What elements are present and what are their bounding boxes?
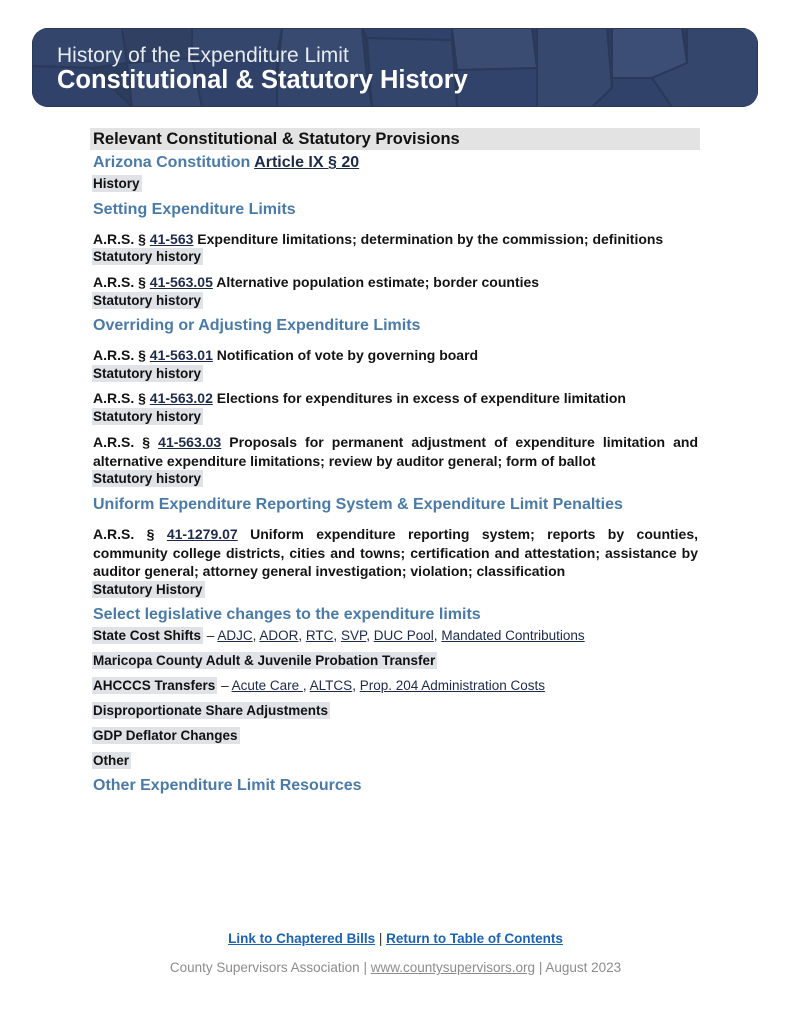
header-banner [32, 28, 758, 107]
statute-link-41-563[interactable]: 41-563 [149, 231, 194, 247]
link-svp[interactable]: SVP [340, 628, 367, 643]
chaptered-bills-link[interactable]: Link to Chaptered Bills [228, 931, 376, 946]
statutory-history-label[interactable]: Statutory history [93, 409, 202, 424]
statute-title: Elections for expenditures in excess of expenditure limitation [216, 390, 626, 406]
group-heading-setting-limits: Setting Expenditure Limits [93, 201, 296, 218]
disproportionate-share-label[interactable]: Disproportionate Share Adjustments [93, 703, 329, 718]
gdp-deflator-label[interactable]: GDP Deflator Changes [93, 728, 238, 743]
comma-separator: , [433, 628, 438, 643]
county-shape [537, 28, 612, 107]
history-row [93, 581, 698, 599]
link-ador[interactable]: ADOR [259, 628, 299, 643]
banner-subtitle: History of the Expenditure Limit [57, 44, 349, 67]
ars-prefix: A.R.S. § [93, 231, 146, 247]
statute-41-563-03 [93, 433, 698, 470]
legislative-item-disproportionate [93, 702, 698, 719]
history-row [93, 408, 698, 426]
history-row [93, 292, 698, 310]
link-acute-care[interactable]: Acute Care [231, 678, 303, 693]
statutory-history-label[interactable]: Statutory history [93, 249, 202, 264]
footer-credit [0, 959, 791, 977]
ars-prefix: A.R.S. § [93, 347, 146, 363]
table-of-contents-link[interactable]: Return to Table of Contents [386, 931, 563, 946]
link-altcs[interactable]: ALTCS [309, 678, 353, 693]
website-link[interactable]: www.countysupervisors.org [370, 960, 536, 975]
ahcccs-transfers-label[interactable]: AHCCCS Transfers [93, 678, 216, 693]
constitution-history-label[interactable]: History [93, 176, 140, 191]
statutory-history-label[interactable]: Statutory history [93, 471, 202, 486]
legislative-item-ahcccs [93, 677, 698, 694]
statute-title: Notification of vote by governing board [216, 347, 479, 363]
statute-41-563-02 [93, 389, 698, 408]
dash-separator: – [221, 678, 229, 693]
legislative-changes-heading: Select legislative changes to the expenditure limits [93, 606, 481, 623]
article-ix-link[interactable]: Article IX § 20 [254, 154, 360, 171]
statute-link-41-1279-07[interactable]: 41-1279.07 [166, 526, 238, 542]
county-shape [457, 68, 537, 107]
group-heading-reporting-system: Uniform Expenditure Reporting System & Expenditure Limit Penalties [93, 496, 623, 513]
statute-title: Uniform expenditure reporting system; reports by counties, community college districts, cities and towns; certification and attestation; assistance by auditor general; attorney general investigation; violation; classification [93, 526, 699, 579]
constitution-heading: Arizona Constitution [93, 154, 251, 171]
statute-title: Alternative population estimate; border counties [216, 274, 540, 290]
state-cost-shifts-label[interactable]: State Cost Shifts [93, 628, 202, 643]
history-row [93, 248, 698, 266]
link-rtc[interactable]: RTC [305, 628, 334, 643]
ars-prefix: A.R.S. § [93, 434, 151, 450]
legislative-item-gdp [93, 727, 698, 744]
statute-link-41-563-05[interactable]: 41-563.05 [149, 274, 213, 290]
footer-links [0, 930, 791, 948]
legislative-item-other [93, 752, 698, 769]
comma-separator: , [298, 628, 303, 643]
page-title: Constitutional & Statutory History [57, 66, 468, 94]
footer-separator: | [378, 931, 383, 946]
statute-41-1279-07 [93, 525, 698, 581]
ars-prefix: A.R.S. § [93, 526, 155, 542]
comma-separator: , [252, 628, 257, 643]
group-heading-overriding-limits: Overriding or Adjusting Expenditure Limits [93, 317, 421, 334]
legislative-item-maricopa [93, 652, 698, 669]
statutory-history-label[interactable]: Statutory history [93, 366, 202, 381]
section-title: Relevant Constitutional & Statutory Provisions [93, 130, 460, 148]
history-row [93, 365, 698, 383]
statute-link-41-563-02[interactable]: 41-563.02 [149, 390, 213, 406]
statute-title: Proposals for permanent adjustment of expenditure limitation and alternative expenditure limitations; review by auditor general; form of ballot [93, 434, 699, 469]
statute-41-563 [93, 230, 698, 249]
county-shape [452, 28, 537, 70]
statutory-history-label[interactable]: Statutory History [93, 582, 203, 597]
comma-separator: , [352, 678, 356, 693]
comma-separator: , [366, 628, 370, 643]
statute-link-41-563-03[interactable]: 41-563.03 [158, 434, 222, 450]
maricopa-probation-label[interactable]: Maricopa County Adult & Juvenile Probation Transfer [93, 653, 436, 668]
other-label[interactable]: Other [93, 753, 130, 768]
constitution-row [93, 153, 698, 173]
link-duc-pool[interactable]: DUC Pool [373, 628, 434, 643]
ars-prefix: A.R.S. § [93, 390, 146, 406]
statute-41-563-05 [93, 273, 698, 292]
statute-41-563-01 [93, 346, 698, 365]
comma-separator: , [302, 678, 307, 693]
statute-title: Expenditure limitations; determination by the commission; definitions [197, 231, 664, 247]
organization-name: County Supervisors Association [169, 960, 360, 975]
other-resources-heading: Other Expenditure Limit Resources [93, 777, 362, 794]
footer-separator: | [538, 960, 543, 975]
ars-prefix: A.R.S. § [93, 274, 146, 290]
link-adjc[interactable]: ADJC [217, 628, 253, 643]
dash-separator: – [206, 628, 215, 643]
history-row [93, 470, 698, 488]
footer-separator: | [363, 960, 367, 975]
section-header-bar [90, 128, 700, 150]
statute-link-41-563-01[interactable]: 41-563.01 [149, 347, 213, 363]
link-mandated-contributions[interactable]: Mandated Contributions [441, 628, 585, 643]
comma-separator: , [333, 628, 338, 643]
statutory-history-label[interactable]: Statutory history [93, 293, 202, 308]
legislative-item-state-cost-shifts [93, 627, 698, 644]
constitution-history-row [93, 175, 698, 193]
publication-date: August 2023 [545, 960, 622, 975]
link-prop-204[interactable]: Prop. 204 Administration Costs [359, 678, 546, 693]
